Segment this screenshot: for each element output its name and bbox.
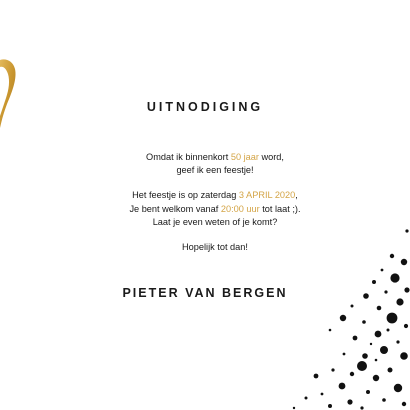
body-line-4-end: tot laat ;). <box>259 203 301 214</box>
date-highlight: 3 APRIL 2020 <box>238 190 296 201</box>
time-highlight: 20:00 uur <box>220 203 260 214</box>
age-highlight: 50 jaar <box>230 152 259 162</box>
body-line-3-end: , <box>295 190 298 201</box>
invitation-title: UITNODIGING <box>146 100 264 114</box>
body-line-6: Hopelijk tot dan! <box>182 242 248 253</box>
body-line-1-end: word, <box>258 152 284 162</box>
body-line-4-text: Je bent welkom vanaf <box>129 203 221 214</box>
body-line-3-text: Het feestje is op zaterdag <box>132 190 239 201</box>
body-line-2: geef ik een feestje! <box>176 165 254 176</box>
body-line-1-text: Omdat ik binnenkort <box>146 152 231 162</box>
host-name: PIETER VAN BERGEN <box>122 286 288 300</box>
body-line-5: Laat je even weten of je komt? <box>152 216 278 227</box>
